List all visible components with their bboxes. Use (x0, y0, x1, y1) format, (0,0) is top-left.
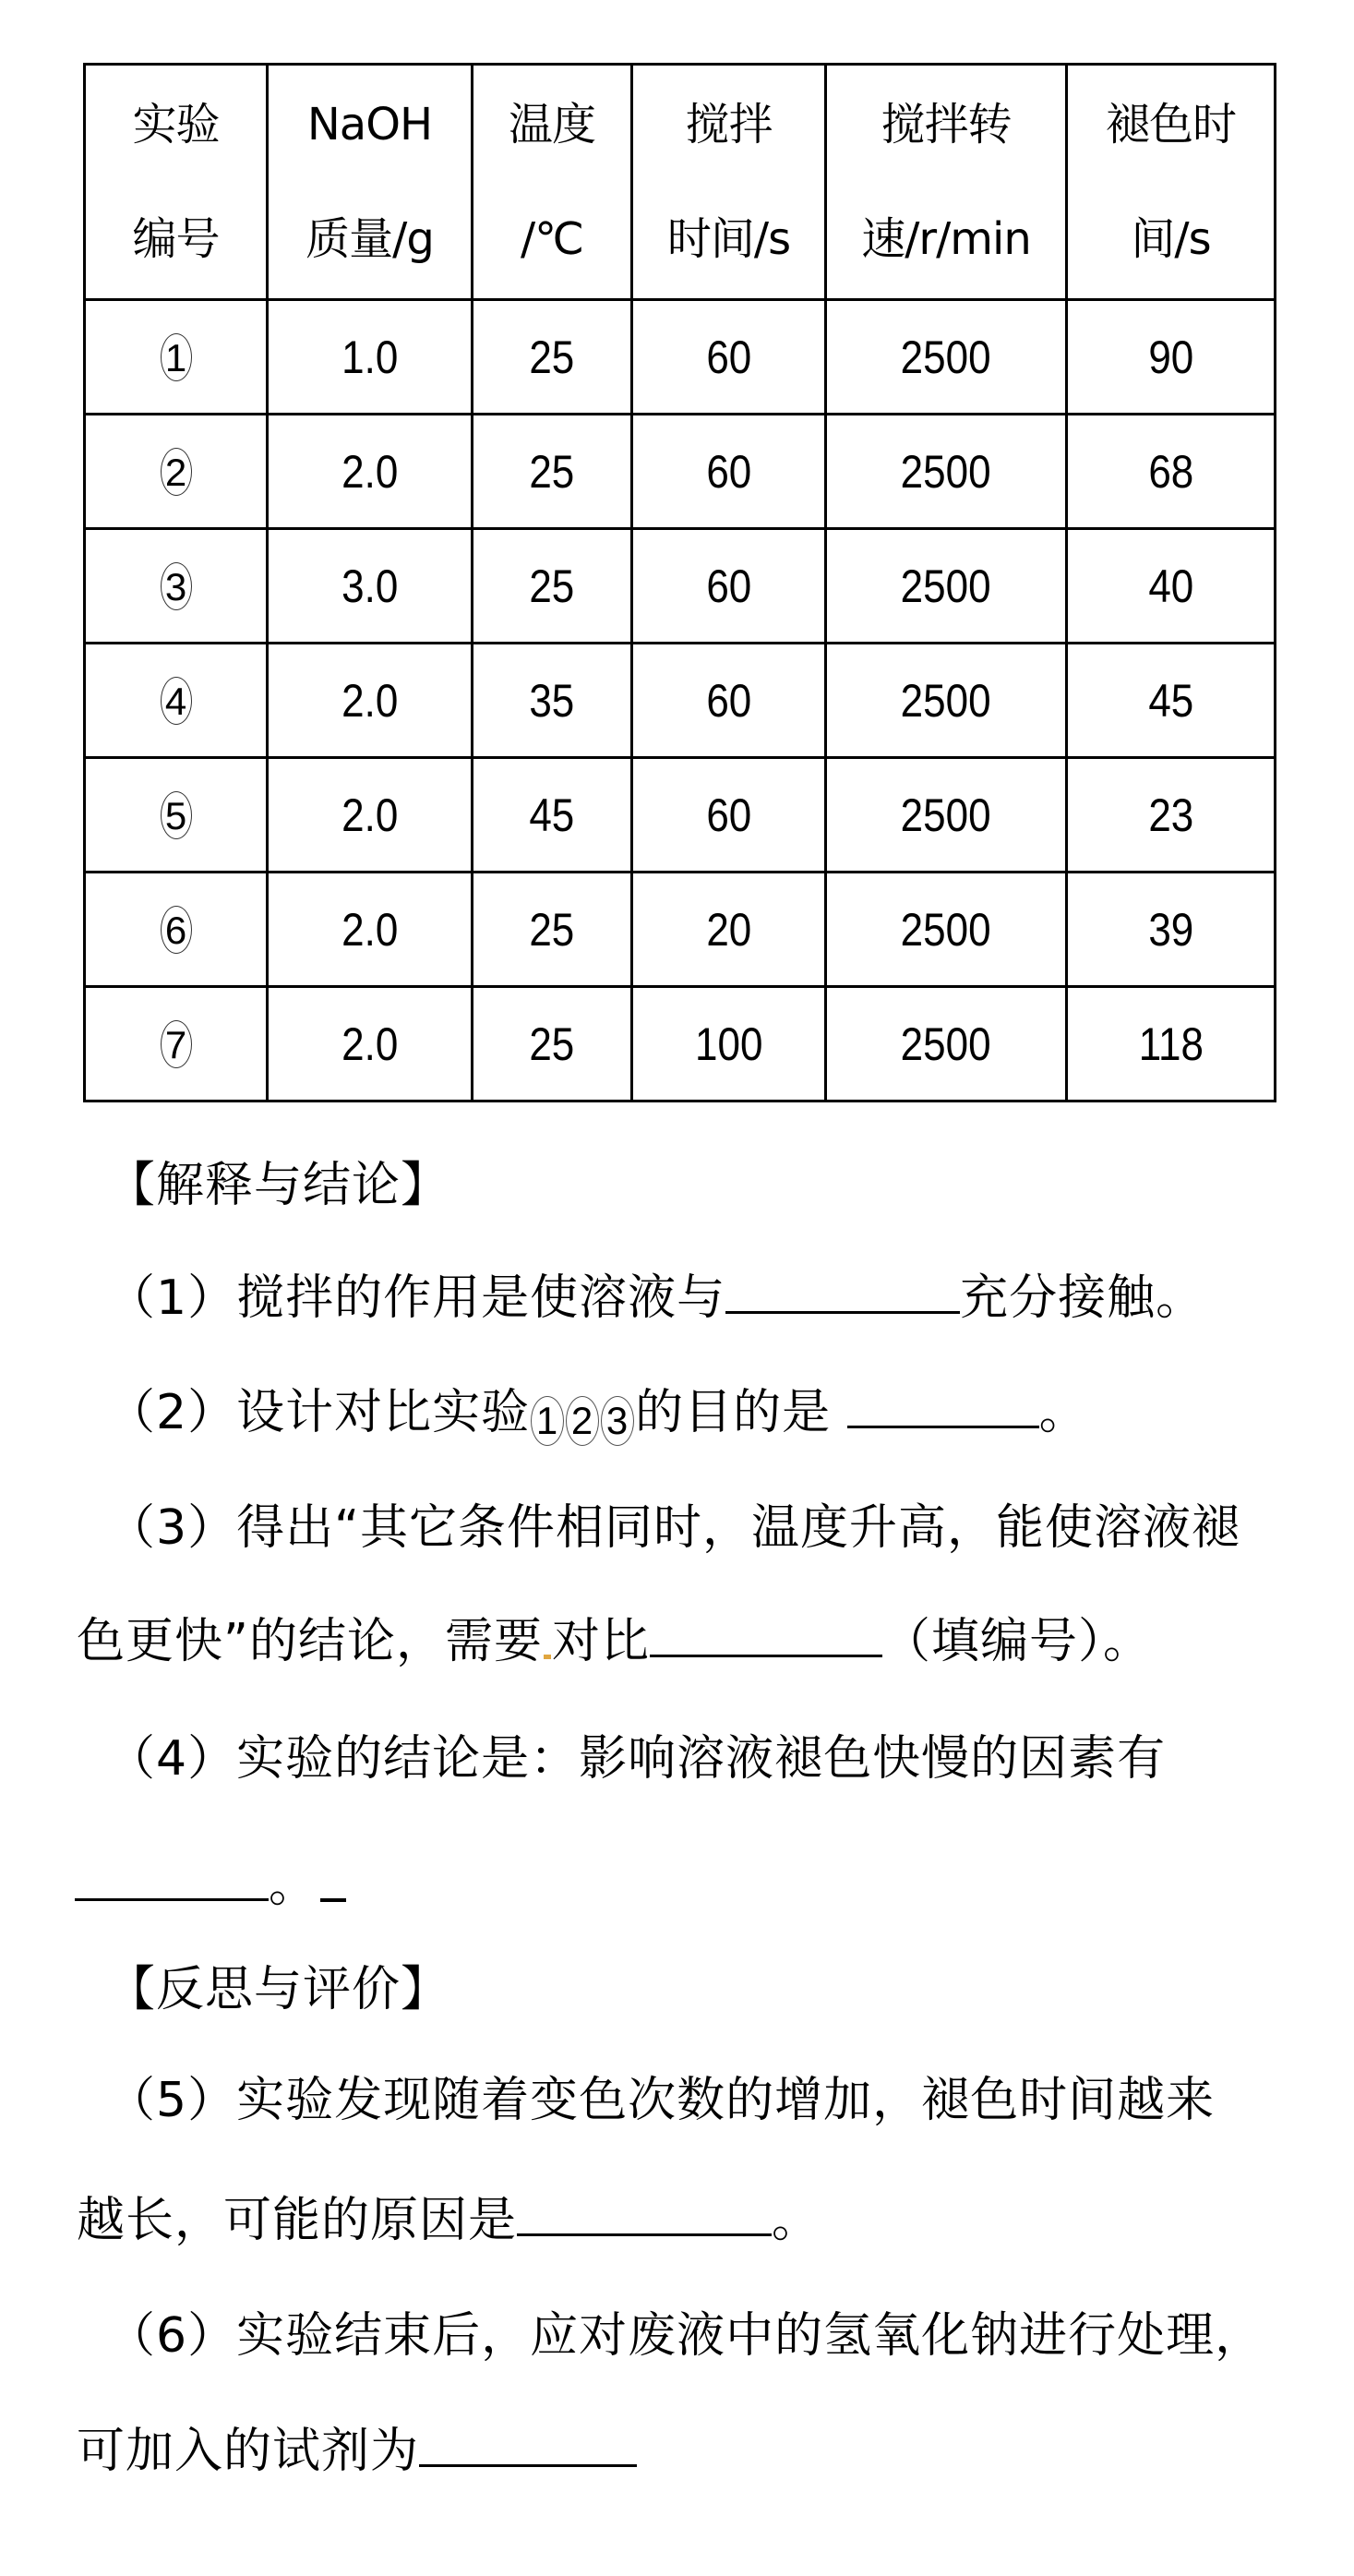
question-3-text-mid: 对比 (551, 1614, 650, 1669)
question-1-suffix: 充分接触。 (960, 1270, 1205, 1326)
cell-fade-time: 68 (1067, 415, 1276, 529)
question-2-text: （2）设计对比实验 (107, 1385, 531, 1440)
circled-number: 3 (601, 1396, 634, 1446)
cell-naoh-mass: 2.0 (268, 987, 473, 1101)
question-6-line-2 (77, 2424, 637, 2479)
question-6-line-1: （6）实验结束后，应对废液中的氢氧化钠进行处理， (107, 2308, 1264, 2364)
cell-fade-time: 45 (1067, 644, 1276, 758)
table-row (85, 644, 1276, 758)
circled-number: 2 (161, 448, 192, 496)
header-naoh-mass: NaOH 质量/g (268, 65, 473, 300)
cell-naoh-mass: 2.0 (268, 415, 473, 529)
circled-number: 6 (161, 906, 192, 954)
question-5-text: 越长，可能的原因是 (77, 2193, 518, 2248)
question-3-line-2 (77, 1614, 1152, 1669)
question-1-text: （1）搅拌的作用是使溶液与 (107, 1270, 726, 1326)
cell-experiment-id (85, 987, 268, 1101)
circled-number: 3 (161, 562, 192, 610)
question-2 (107, 1385, 1088, 1440)
cell-fade-time: 39 (1067, 873, 1276, 987)
edit-mark (544, 1655, 551, 1659)
circled-number: 5 (161, 791, 192, 839)
cell-stir-time: 60 (632, 300, 826, 415)
cell-stir-time: 20 (632, 873, 826, 987)
cell-experiment-id (85, 529, 268, 644)
cell-naoh-mass: 2.0 (268, 644, 473, 758)
cell-experiment-id (85, 758, 268, 873)
cell-stir-speed: 2500 (826, 529, 1067, 644)
question-5-suffix: 。 (772, 2193, 821, 2248)
cell-temperature: 25 (473, 987, 632, 1101)
cell-fade-time: 90 (1067, 300, 1276, 415)
cell-temperature: 25 (473, 300, 632, 415)
table-row (85, 987, 1276, 1101)
cell-naoh-mass: 1.0 (268, 300, 473, 415)
cell-stir-time: 100 (632, 987, 826, 1101)
answer-blank-4[interactable] (75, 1858, 269, 1901)
circled-number: 1 (531, 1396, 564, 1446)
circled-number: 7 (161, 1020, 192, 1068)
cell-experiment-id (85, 300, 268, 415)
experiment-table (83, 63, 1276, 1102)
cell-stir-speed: 2500 (826, 758, 1067, 873)
cell-stir-speed: 2500 (826, 644, 1067, 758)
cell-temperature: 45 (473, 758, 632, 873)
header-stir-speed: 搅拌转 速/r/min (826, 65, 1067, 300)
circled-number: 4 (161, 677, 192, 725)
cell-experiment-id (85, 644, 268, 758)
cell-stir-speed: 2500 (826, 300, 1067, 415)
cell-temperature: 25 (473, 529, 632, 644)
cell-experiment-id (85, 415, 268, 529)
question-6-text: 可加入的试剂为 (77, 2424, 420, 2479)
cell-temperature: 35 (473, 644, 632, 758)
answer-blank-1[interactable] (725, 1270, 960, 1314)
table-row (85, 873, 1276, 987)
cell-naoh-mass: 3.0 (268, 529, 473, 644)
section-heading-interpretation: 【解释与结论】 (107, 1158, 450, 1213)
header-fade-time: 褪色时 间/s (1067, 65, 1276, 300)
circled-number: 1 (161, 333, 192, 381)
table-row (85, 529, 1276, 644)
section-heading-reflection: 【反思与评价】 (107, 1962, 450, 2017)
question-3-line-1: （3）得出“其它条件相同时，温度升高，能使溶液褪 (107, 1500, 1241, 1556)
question-4-line-1: （4）实验的结论是：影响溶液褪色快慢的因素有 (107, 1731, 1167, 1787)
header-experiment-id: 实验 编号 (85, 65, 268, 300)
table-row (85, 415, 1276, 529)
answer-blank-5[interactable] (517, 2193, 772, 2236)
cell-temperature: 25 (473, 873, 632, 987)
question-2-text-end: 的目的是 (635, 1385, 847, 1440)
question-1 (107, 1270, 1204, 1326)
cell-fade-time: 118 (1067, 987, 1276, 1101)
cell-stir-time: 60 (632, 644, 826, 758)
cell-stir-speed: 2500 (826, 873, 1067, 987)
question-4-line-2 (75, 1858, 318, 1913)
cell-fade-time: 23 (1067, 758, 1276, 873)
cell-stir-time: 60 (632, 529, 826, 644)
cell-stir-speed: 2500 (826, 415, 1067, 529)
cell-naoh-mass: 2.0 (268, 873, 473, 987)
cell-temperature: 25 (473, 415, 632, 529)
answer-blank-3[interactable] (650, 1614, 882, 1657)
cell-stir-time: 60 (632, 758, 826, 873)
question-2-suffix: 。 (1038, 1385, 1088, 1440)
header-stir-time: 搅拌 时间/s (632, 65, 826, 300)
header-temperature: 温度 /℃ (473, 65, 632, 300)
circled-number: 2 (566, 1396, 599, 1446)
question-5-line-1: （5）实验发现随着变色次数的增加，褪色时间越来 (107, 2073, 1216, 2128)
stray-underscore (320, 1898, 346, 1902)
cell-stir-speed: 2500 (826, 987, 1067, 1101)
question-3-suffix: （填编号）。 (881, 1614, 1152, 1669)
answer-blank-6[interactable] (419, 2424, 637, 2467)
table-row (85, 758, 1276, 873)
question-5-line-2 (77, 2193, 821, 2248)
cell-stir-time: 60 (632, 415, 826, 529)
question-4-suffix: 。 (269, 1858, 318, 1913)
cell-fade-time: 40 (1067, 529, 1276, 644)
cell-experiment-id (85, 873, 268, 987)
answer-blank-2[interactable] (847, 1385, 1039, 1428)
question-3-text: 色更快”的结论，需要 (77, 1614, 543, 1669)
cell-naoh-mass: 2.0 (268, 758, 473, 873)
table-header-row (85, 65, 1276, 300)
table-row (85, 300, 1276, 415)
